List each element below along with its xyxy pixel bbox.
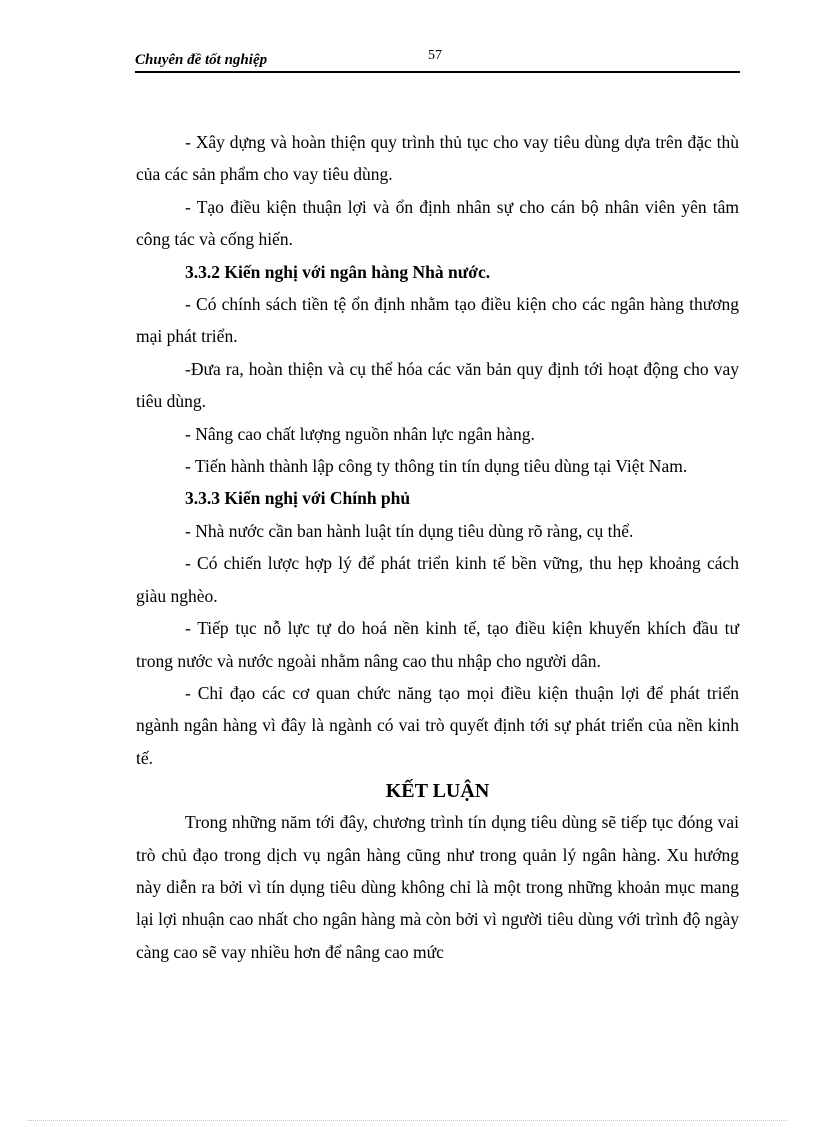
conclusion-title: KẾT LUẬN — [385, 780, 490, 803]
page-bottom-rule — [28, 1120, 788, 1121]
paragraph: - Tiếp tục nỗ lực tự do hoá nền kinh tế, tạo điều kiện khuyến khích đầu tư trong nước và nước ngoài nhằm nâng cao thu nhập cho người dân. — [136, 618, 739, 671]
paragraph: -Đưa ra, hoàn thiện và cụ thể hóa các văn bản quy định tới hoạt động cho vay tiêu dùng. — [136, 358, 739, 412]
paragraph: - Tiến hành thành lập công ty thông tin tín dụng tiêu dùng tại Việt Nam. — [185, 456, 688, 477]
header-title: Chuyên đề tốt nghiệp — [135, 52, 268, 68]
paragraph: Trong những năm tới đây, chương trình tín dụng tiêu dùng sẽ tiếp tục đóng vai trò chủ đạo trong dịch vụ ngân hàng cũng như trong quản lý ngân hàng. Xu hướng này diễn ra bởi vì tín dụng tiêu dùng không chỉ là một trong những khoản mục mang lại lợi nhuận cao nhất cho ngân hàng mà còn bởi vì người tiêu dùng với trình độ ngày càng cao sẽ vay nhiều hơn để nâng cao mức — [136, 812, 739, 962]
page-number: 57 — [428, 48, 442, 63]
paragraph: - Có chính sách tiền tệ ổn định nhằm tạo điều kiện cho các ngân hàng thương mại phát triển. — [136, 294, 739, 347]
paragraph: - Chỉ đạo các cơ quan chức năng tạo mọi điều kiện thuận lợi để phát triển ngành ngân hàng vì đây là ngành có vai trò quyết định tới sự phát triển của nền kinh tế. — [136, 682, 739, 768]
paragraph: - Nhà nước cần ban hành luật tín dụng tiêu dùng rõ ràng, cụ thể. — [185, 520, 634, 541]
page-header — [135, 44, 740, 73]
paragraph: - Nâng cao chất lượng nguồn nhân lực ngân hàng. — [185, 423, 535, 444]
page-body — [136, 126, 739, 968]
section-heading-3-3-3: 3.3.3 Kiến nghị với Chính phủ — [185, 488, 411, 509]
paragraph: - Tạo điều kiện thuận lợi và ổn định nhân sự cho cán bộ nhân viên yên tâm công tác và cống hiến. — [136, 196, 739, 250]
paragraph: - Có chiến lược hợp lý để phát triển kinh tế bền vững, thu hẹp khoảng cách giàu nghèo. — [136, 553, 739, 606]
paragraph: - Xây dựng và hoàn thiện quy trình thủ tục cho vay tiêu dùng dựa trên đặc thù của các sản phẩm cho vay tiêu dùng. — [136, 132, 739, 185]
section-heading-3-3-2: 3.3.2 Kiến nghị với ngân hàng Nhà nước. — [185, 261, 491, 282]
